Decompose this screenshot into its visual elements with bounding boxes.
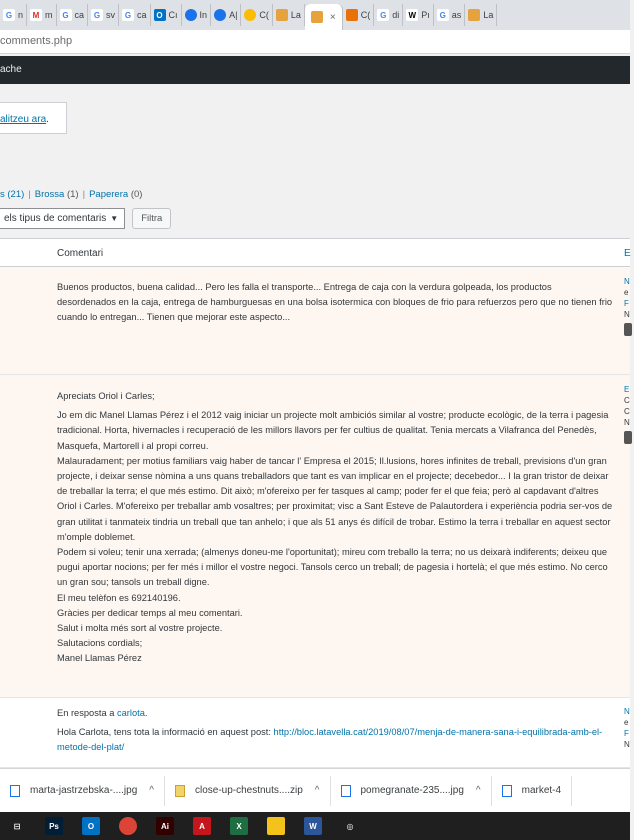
browser-tab-strip	[0, 0, 630, 30]
google-icon: G	[377, 9, 389, 21]
meta-char: N	[624, 310, 630, 319]
comment-paragraph: Apreciats Oriol i Carles;	[57, 391, 155, 401]
outlook-icon: O	[154, 9, 166, 21]
in-reply-prefix: En resposta a	[57, 708, 115, 718]
comment-status-filters	[0, 189, 142, 200]
filter-button[interactable]: Filtra	[132, 208, 171, 229]
chevron-down-icon: ▼	[110, 213, 119, 223]
google-icon: G	[60, 9, 72, 21]
comment-text	[57, 389, 613, 667]
browser-tab-title: A|	[229, 10, 238, 20]
gmail-icon: M	[30, 9, 42, 21]
word-icon[interactable]: W	[304, 817, 322, 835]
browser-tab[interactable]	[27, 4, 57, 26]
browser-tab-title: ca	[74, 10, 85, 20]
comments-table-header	[0, 238, 630, 267]
download-filename: market-4	[521, 785, 562, 796]
comment-paragraph	[57, 725, 613, 755]
chrome-icon	[214, 9, 226, 21]
close-tab-icon[interactable]: ×	[329, 11, 336, 23]
comment-filters	[0, 207, 171, 229]
reply-post-link[interactable]: http://bloc.latavella.cat/2019/08/07/menja-de-manera-sana-i-equilibrada-amb-el-metode-del-plat/	[57, 727, 603, 753]
chevron-up-icon[interactable]: ^	[475, 785, 481, 796]
comment-paragraph: Jo em dic Manel Llamas Pérez i el 2012 vaig iniciar un projecte molt ambiciós similar al vostre; producte ecològic, de la terra i pagesia tradicional. Horta, hivernacles i recuperació de les millors llavors per fer cultius de qualitat. Tenia mercats a Vilafranca del Penedès, Masquefa, Martorell i al propi correu.	[57, 410, 609, 451]
comment-paragraph: Salut i molta més sort al vostre projecte.	[57, 623, 223, 634]
comment-paragraph: Manel Llamas Pérez	[57, 653, 142, 664]
column-header-in-response[interactable]: E	[624, 248, 631, 259]
meta-char: N	[624, 418, 630, 427]
audio-app-icon[interactable]: ◎	[341, 817, 359, 835]
browser-tab-title: m	[45, 10, 53, 20]
status-link-spam[interactable]: Brossa	[34, 189, 65, 200]
comment-meta-column	[624, 276, 634, 336]
image-file-icon	[502, 785, 512, 797]
browser-tab-title: La	[290, 10, 301, 20]
pending-count-bubble[interactable]	[624, 323, 632, 336]
acrobat-icon[interactable]: A	[193, 817, 211, 835]
status-count-trash: (0)	[130, 189, 143, 200]
comment-text	[57, 706, 613, 756]
google-icon: G	[122, 9, 134, 21]
download-filename: marta-jastrzebska-....jpg	[30, 785, 138, 796]
google-icon: G	[3, 9, 15, 21]
browser-tab[interactable]	[241, 4, 273, 26]
meta-char: e	[624, 718, 629, 727]
chevron-up-icon[interactable]: ^	[314, 785, 320, 796]
in-reply-author-link[interactable]: carlota	[116, 708, 145, 718]
windows-taskbar	[0, 812, 630, 840]
comment-type-select[interactable]	[0, 208, 125, 229]
browser-tab-title: C(	[259, 10, 269, 20]
browser-tab[interactable]	[403, 4, 434, 26]
chrome-color-icon	[244, 9, 256, 21]
comment-paragraph: Buenos productos, buena calidad... Pero les falla el transporte... Entrega de caja con la verdura golpeada, los productos desordenados en la caja, entrega de hamburguesas en una bolsa isotermica con bloques de frio para refuerzos pero que no tienen frio cuando lo entregan... Tienen que mejorar este aspecto...	[57, 282, 613, 323]
download-item[interactable]	[492, 776, 572, 806]
comment-text	[57, 280, 613, 326]
chrome-icon	[185, 9, 197, 21]
outlook-icon[interactable]: O	[82, 817, 100, 835]
comment-paragraph: Malauradament; per motius familiars vaig haber de tancar l' Empresa el 2015; Il.lusions, hores infinites de treball, previsions d'un gran projecte, i deixar sense nòmina a uns quans treballadors que tant es van implicar en el projecte; decebedor... I la gran tristor de deixar de treballar la terra; el que més estimo. Dit això; m'ofereixo per fer tasques al camp; poder fer el que feia; però al capdavant d'altres Oriol i Carles. M'ofereixo per treballar amb vosaltres; per proximitat; visc a Sant Esteve de Palautordera i experiència podria ser-vos de gran utilitat i tanmateix tindria un treball que tan anhelo; i que als 51 anys és difícil de trobar. Estimo la terra i treballar en aquest sector m'omple doblemet.	[57, 455, 613, 542]
wikipedia-icon: W	[406, 9, 418, 21]
browser-tab[interactable]	[374, 4, 403, 26]
meta-char[interactable]: F	[624, 299, 629, 308]
download-item[interactable]	[331, 776, 492, 806]
admin-bar-item-cache[interactable]: ache	[0, 64, 22, 75]
image-file-icon	[341, 785, 351, 797]
browser-tab-title: C(	[360, 10, 371, 20]
browser-tab-title: La	[483, 10, 494, 20]
file-explorer-icon[interactable]	[267, 817, 285, 835]
status-count-spam: (1)	[66, 189, 79, 200]
meta-char: N	[624, 740, 630, 749]
in-reply-suffix: .	[144, 708, 148, 718]
download-filename: pomegranate-235....jpg	[360, 785, 464, 796]
browser-tab[interactable]	[273, 4, 305, 26]
meta-char: C	[624, 407, 630, 416]
meta-char: C	[624, 396, 630, 405]
browser-tab[interactable]	[211, 4, 241, 26]
status-separator: |	[28, 189, 31, 200]
wheel-icon	[346, 9, 358, 21]
browser-tab-title: sv	[106, 10, 116, 20]
basket-icon	[276, 9, 288, 21]
column-header-comment: Comentari	[57, 248, 104, 259]
basket-icon	[311, 11, 323, 23]
image-file-icon	[10, 785, 20, 797]
browser-tab[interactable]	[57, 4, 89, 26]
status-link-all[interactable]: s (21)	[0, 189, 25, 200]
meta-char[interactable]: E	[624, 385, 630, 394]
illustrator-icon[interactable]: Ai	[156, 817, 174, 835]
update-notice	[0, 102, 67, 134]
comment-paragraph: Podem si voleu; tenir una xerrada; (almenys doneu-me l'oportunitat); mireu com treballo la terra; no us deixarà indiferents; deixeu que pugui aportar nocions; per fer més i millor el vostre negoci. Tansols cerco un treball; de pagesia i hortelà; el que més estimo. No cerco un gran sou; tansols un treball digne.	[57, 547, 608, 588]
table-row	[0, 375, 630, 698]
browser-tab-title: as	[451, 10, 462, 20]
comment-meta-column	[624, 384, 634, 444]
zip-file-icon	[175, 785, 185, 797]
downloads-bar	[0, 768, 630, 812]
browser-tab[interactable]	[305, 4, 343, 30]
status-separator: |	[82, 189, 86, 200]
photoshop-icon[interactable]: Ps	[45, 817, 63, 835]
chevron-up-icon[interactable]: ^	[149, 785, 154, 796]
meta-char[interactable]: N	[624, 277, 630, 286]
comment-paragraph: Salutacions cordials;	[57, 638, 143, 649]
in-reply-line	[57, 706, 613, 721]
browser-tab[interactable]	[0, 4, 27, 26]
google-icon: G	[437, 9, 449, 21]
browser-tab-title: ca	[137, 10, 147, 20]
browser-tab[interactable]	[119, 4, 151, 26]
browser-tab[interactable]	[343, 4, 375, 26]
download-filename: close-up-chestnuts....zip	[194, 785, 303, 796]
google-icon: G	[91, 9, 103, 21]
browser-tab[interactable]	[151, 4, 182, 26]
meta-char[interactable]: N	[624, 707, 630, 716]
browser-tab-title: Cı	[168, 10, 178, 20]
comment-type-value: els tipus de comentaris	[4, 212, 107, 224]
table-row	[0, 698, 630, 768]
table-row	[0, 267, 630, 375]
browser-tab-title: Pı	[421, 10, 430, 20]
status-link-trash[interactable]: Paperera	[89, 189, 129, 200]
browser-tab-title: n	[18, 10, 24, 20]
notice-suffix: .	[46, 114, 49, 125]
pending-count-bubble[interactable]	[624, 431, 632, 444]
task-view-icon[interactable]: ⊟	[8, 817, 26, 835]
browser-tab[interactable]	[434, 4, 466, 26]
admin-bar	[0, 56, 630, 84]
meta-char[interactable]: F	[624, 729, 629, 738]
reply-text: Hola Carlota, tens tota la informació en aquest post:	[57, 727, 271, 738]
meta-char: e	[624, 288, 629, 297]
browser-tab-title: In	[199, 10, 208, 20]
comment-paragraph: Gràcies per dedicar temps al meu comentari.	[57, 607, 243, 618]
excel-icon[interactable]: X	[230, 817, 248, 835]
download-item[interactable]	[165, 776, 331, 806]
chrome-icon[interactable]	[119, 817, 137, 835]
update-now-link[interactable]: alitzeu ara	[0, 114, 47, 125]
comment-paragraph: El meu telèfon es 692140196.	[57, 592, 181, 603]
comment-meta-column	[624, 706, 634, 750]
browser-tab[interactable]	[182, 4, 212, 26]
browser-tab[interactable]	[88, 4, 119, 26]
browser-tab-title: di	[392, 10, 400, 20]
basket-icon	[468, 9, 480, 21]
browser-tab[interactable]	[465, 4, 497, 26]
download-item[interactable]	[0, 776, 165, 806]
address-url[interactable]: comments.php	[0, 35, 73, 47]
address-bar[interactable]	[0, 30, 630, 54]
